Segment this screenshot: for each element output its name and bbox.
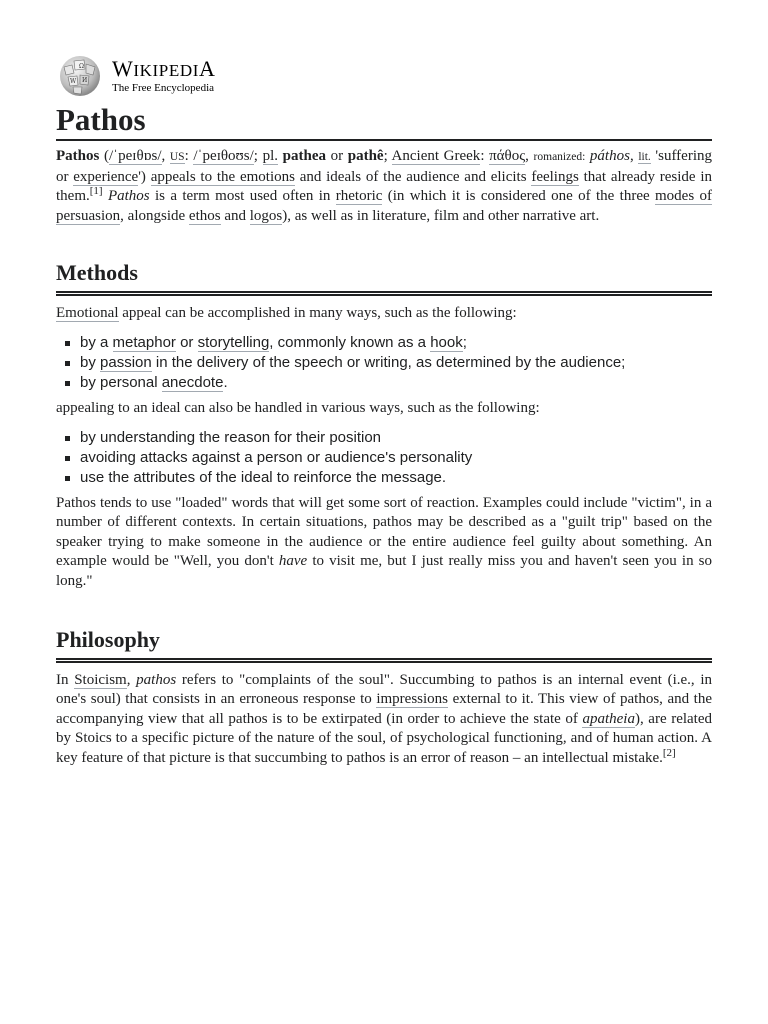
plural-pathe: pathê (347, 148, 384, 164)
list-item: by personal anecdote. (80, 373, 712, 393)
pathos-italic-2: pathos (136, 671, 177, 688)
anecdote-link[interactable]: anecdote (161, 373, 224, 391)
list-item: use the attributes of the ideal to reinforce the message. (80, 468, 712, 488)
experience-link[interactable]: experience (73, 168, 139, 185)
lead-paragraph: Pathos (/ˈpeɪθɒs/, US: /ˈpeɪθoʊs/; pl. pathea or pathê; Ancient Greek: πάθος, romanized: páthos, lit. 'suffering or experience') appeals to the emotions and ideals of the audience and elicits feelings that already reside in them.[1] Pathos is a term most used often in rhetoric (in which it is considered one of the three modes of persuasion, alongside ethos and logos), as well as in literature, film and other narrative art. (56, 148, 713, 224)
reference-1-link[interactable]: [1] (89, 185, 103, 198)
list-item: by understanding the reason for their position (80, 428, 712, 448)
methods-intro (56, 304, 712, 324)
lead-text-4: (in which it is considered one of the three (387, 188, 650, 205)
appeals-to-emotions-link[interactable]: appeals to the emotions (150, 168, 295, 185)
article-page (56, 54, 712, 769)
apatheia-italic: apatheia (582, 710, 635, 727)
methods-list-1 (56, 333, 712, 393)
emotional-link[interactable]: Emotional (56, 305, 119, 322)
metaphor-link[interactable]: metaphor (112, 333, 176, 351)
stoicism-link[interactable]: Stoicism (74, 671, 127, 688)
or-text-2: or (56, 168, 69, 185)
wordmark-title: WIKIPEDIA (112, 56, 216, 81)
reference-2-link[interactable]: [2] (662, 746, 676, 759)
lead-text-6: ), as well as in literature, film and other narrative art. (282, 207, 600, 224)
romanized-label: romanized (533, 151, 583, 163)
philosophy-paragraph: In Stoicism, pathos refers to "complaints of the soul". Succumbing to pathos is an internal event (i.e., in one's soul) that consists in an erroneous response to impressions external to it. This view of pathos, and the accompanying view that all pathos is to be extirpated (in order to achieve the state of apatheia), are related by Stoics to a specific picture of the nature of the soul, of psychological functioning, and of human action. A key feature of that picture is that succumbing to pathos is an error of reason – an intellectual mistake.[2] (56, 671, 713, 766)
impressions-link[interactable]: impressions (376, 691, 448, 708)
passion-link[interactable]: passion (100, 353, 152, 371)
lit-label-link[interactable]: lit. (638, 151, 651, 163)
svg-text:Ω: Ω (79, 63, 84, 70)
methods-intro-text: appeal can be accomplished in many ways, such as the following: (122, 305, 517, 322)
rhetoric-link[interactable]: rhetoric (335, 188, 383, 205)
storytelling-link[interactable]: storytelling (197, 333, 270, 351)
list-item: avoiding attacks against a person or audience's personality (80, 448, 712, 468)
lead-text-5: , alongside (120, 207, 186, 224)
greek-word-link[interactable]: πάθος (489, 148, 526, 164)
hook-link[interactable]: hook (430, 333, 463, 351)
philosophy-heading: Philosophy (56, 626, 712, 663)
methods-list-2 (56, 428, 712, 488)
page-title: Pathos (56, 102, 712, 141)
list-item: by a metaphor or storytelling, commonly known as a hook; (80, 333, 712, 353)
have-italic: have (278, 553, 308, 570)
us-label-link[interactable]: US (169, 151, 185, 163)
lead-term: Pathos (56, 148, 100, 164)
plural-abbr-link[interactable]: pl. (262, 148, 279, 164)
pathos-italic: Pathos (107, 188, 150, 205)
romanized-word: páthos (589, 148, 630, 164)
wikipedia-wordmark[interactable] (112, 58, 215, 94)
methods-intro-2: appealing to an ideal can also be handled in various ways, such as the following: (56, 399, 540, 416)
plural-pathea: pathea (282, 148, 326, 164)
modes-of-persuasion-link[interactable]: modes of persuasion (56, 188, 713, 224)
lead-text-3: is a term most used often in (154, 188, 331, 205)
or-text: or (330, 148, 344, 164)
wikipedia-header[interactable] (56, 54, 712, 98)
ipa-uk-link[interactable]: /ˈpeɪθɒs/ (108, 148, 162, 164)
and-text: and (224, 207, 246, 224)
apatheia-link[interactable] (582, 711, 635, 728)
quote-end: ') (138, 168, 146, 185)
lead-text-2: that already reside in them. (56, 168, 712, 205)
ipa-us-link[interactable]: /ˈpeɪθoʊs/ (193, 148, 254, 164)
logos-link[interactable]: logos (249, 207, 283, 224)
methods-paragraph: Pathos tends to use "loaded" words that will get some sort of reaction. Examples could include "victim", in a number of different contexts. In certain situations, pathos may be described as a "guilt trip" based on the speaker trying to make someone in the audience or the entire audience feel guilty about something. An example would be "Well, you don't have to visit me, but I just really miss you and haven't seen you in so long." (56, 494, 713, 589)
wikipedia-globe-logo-icon[interactable] (56, 55, 104, 97)
list-item: by passion in the delivery of the speech or writing, as determined by the audience; (80, 353, 712, 373)
feelings-link[interactable]: feelings (531, 168, 579, 185)
wordmark-tagline: The Free Encyclopedia (112, 82, 215, 94)
lead-text-1: and ideals of the audience and elicits (299, 168, 527, 185)
methods-heading: Methods (56, 259, 712, 296)
svg-text:W: W (70, 78, 77, 85)
ancient-greek-link[interactable]: Ancient Greek (391, 148, 481, 164)
svg-text:И: И (82, 77, 88, 84)
ethos-link[interactable]: ethos (188, 207, 221, 224)
suffering-text: 'suffering (655, 148, 712, 164)
